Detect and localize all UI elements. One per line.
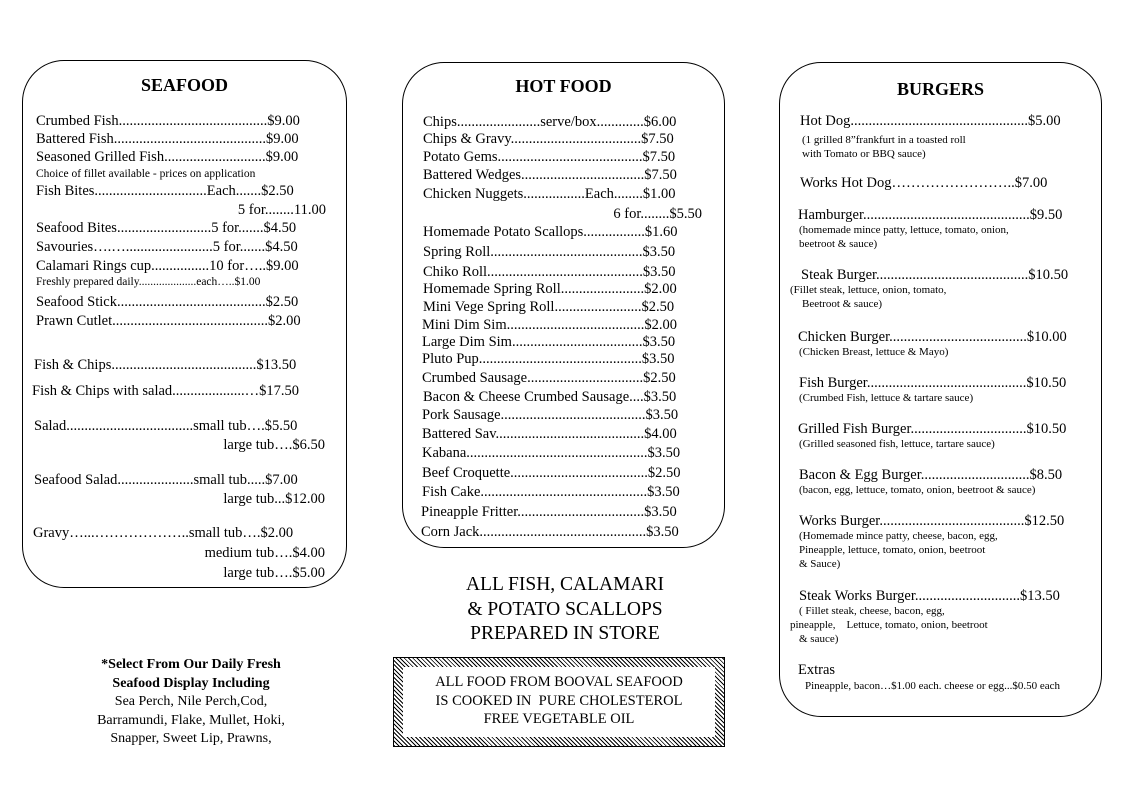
- menu-item-description: with Tomato or BBQ sauce): [802, 148, 926, 160]
- menu-item-description: Beetroot & sauce): [802, 298, 883, 310]
- menu-item-description: (Fillet steak, lettuce, onion, tomato,: [790, 284, 947, 296]
- menu-item: Bacon & Egg Burger..............................$8.50: [799, 467, 1063, 483]
- menu-item: Corn Jack..............................................$3.50: [421, 524, 679, 540]
- menu-item: Steak Burger..........................................$10.50: [801, 267, 1069, 283]
- oil-notice-line: ALL FOOD FROM BOOVAL SEAFOOD: [435, 674, 683, 690]
- menu-item: Seafood Stick.........................................$2.50: [36, 294, 299, 310]
- menu-item-description: (Chicken Breast, lettuce & Mayo): [799, 346, 949, 358]
- menu-item: Kabana..................................................$3.50: [422, 445, 681, 461]
- menu-item-description: ( Fillet steak, cheese, bacon, egg,: [799, 605, 945, 617]
- menu-item: Fish Cake..............................................$3.50: [422, 484, 680, 500]
- menu-item: Prawn Cutlet...........................................$2.00: [36, 313, 301, 329]
- menu-item: Crumbed Fish.........................................$9.00: [36, 113, 300, 129]
- oil-notice-content: [403, 667, 715, 737]
- menu-item: Seasoned Grilled Fish............................$9.00: [36, 149, 299, 165]
- menu-item: Beef Croquette......................................$2.50: [422, 465, 681, 481]
- oil-notice-line: IS COOKED IN PURE CHOLESTEROL: [435, 692, 683, 709]
- menu-item: Savouries….…........................5 for.......$4.50: [36, 239, 298, 255]
- menu-item: Chips.......................serve/box.............$6.00: [423, 114, 677, 130]
- hotfood-panel: [402, 62, 725, 548]
- menu-item: Seafood Bites..........................5 for.......$4.50: [36, 220, 297, 236]
- menu-item: Grilled Fish Burger................................$10.50: [798, 421, 1067, 437]
- menu-item: Fish Bites...............................Each.......$2.50: [36, 183, 294, 199]
- extras-description: Pineapple, bacon…$1.00 each. cheese or egg...$0.50 each: [805, 680, 1061, 692]
- menu-item: Salad...................................small tub….$5.50: [34, 418, 298, 434]
- menu-item: Fish & Chips........................................$13.50: [34, 357, 297, 373]
- seafood-title: SEAFOOD: [140, 75, 228, 95]
- menu-item: Battered Fish..........................................$9.00: [36, 131, 299, 147]
- menu-item: Chiko Roll...........................................$3.50: [423, 264, 676, 280]
- menu-item: Calamari Rings cup................10 for…..$9.00: [36, 258, 299, 274]
- menu-item-description: (homemade mince patty, lettuce, tomato, onion,: [799, 224, 1009, 236]
- menu-item: Fish & Chips with salad....................…$17.50: [32, 383, 300, 399]
- fish-list: Snapper, Sweet Lip, Prawns,: [110, 731, 272, 746]
- menu-item: 6 for........$5.50: [613, 206, 702, 222]
- prepared-in-store: [400, 573, 730, 647]
- menu-note: Choice of fillet available - prices on application: [36, 168, 256, 180]
- daily-fresh-heading: Seafood Display Including: [112, 675, 270, 691]
- menu-item: Potato Gems........................................$7.50: [423, 149, 676, 165]
- menu-item: Large Dim Sim....................................$3.50: [422, 334, 676, 350]
- menu-item: Chicken Nuggets.................Each........$1.00: [423, 186, 676, 202]
- menu-item: Bacon & Cheese Crumbed Sausage....$3.50: [423, 389, 677, 405]
- menu-item: large tub...$12.00: [223, 491, 325, 507]
- menu-item: Battered Wedges..................................$7.50: [423, 167, 677, 183]
- menu-item: Works Burger........................................$12.50: [799, 513, 1065, 529]
- menu-item: Steak Works Burger.............................$13.50: [799, 588, 1060, 604]
- oil-notice-box: [393, 657, 725, 747]
- menu-item: Freshly prepared daily....................each…..$1.00: [36, 276, 261, 288]
- extras-heading: Extras: [798, 662, 836, 678]
- prepared-line: & POTATO SCALLOPS: [467, 598, 663, 620]
- menu-item: Fish Burger............................................$10.50: [799, 375, 1067, 391]
- menu-item: Gravy…...………………..small tub….$2.00: [33, 525, 294, 541]
- prepared-line: ALL FISH, CALAMARI: [465, 574, 665, 595]
- menu-item: large tub….$6.50: [223, 437, 325, 453]
- menu-item-description: & Sauce): [799, 558, 841, 570]
- menu-item: Chicken Burger......................................$10.00: [798, 329, 1067, 345]
- menu-item: Battered Sav.........................................$4.00: [422, 426, 677, 442]
- prepared-line: PREPARED IN STORE: [470, 623, 660, 644]
- menu-item-description: pineapple, Lettuce, tomato, onion, beetroot: [790, 619, 988, 631]
- menu-item: Pork Sausage........................................$3.50: [422, 407, 679, 423]
- burgers-title: BURGERS: [896, 79, 985, 99]
- fish-list: Barramundi, Flake, Mullet, Hoki,: [97, 712, 285, 728]
- oil-notice-line: FREE VEGETABLE OIL: [483, 711, 635, 727]
- menu-item-description: Pineapple, lettuce, tomato, onion, beetroot: [799, 544, 986, 556]
- menu-item-description: (bacon, egg, lettuce, tomato, onion, beetroot & sauce): [799, 484, 1036, 496]
- menu-item: Crumbed Sausage................................$2.50: [422, 370, 676, 386]
- fish-list: Sea Perch, Nile Perch,Cod,: [114, 694, 268, 709]
- menu-item: large tub….$5.00: [223, 565, 325, 581]
- menu-item: Hot Dog.................................................$5.00: [800, 113, 1061, 129]
- menu-item: medium tub….$4.00: [204, 545, 325, 561]
- menu-item: Mini Dim Sim......................................$2.00: [422, 317, 677, 333]
- seafood-panel: [22, 60, 347, 588]
- burgers-panel: [779, 62, 1102, 717]
- menu-item: Homemade Spring Roll.......................$2.00: [423, 281, 677, 297]
- menu-item: Pluto Pup.............................................$3.50: [422, 351, 675, 367]
- menu-item: Works Hot Dog……………………..$7.00: [800, 175, 1048, 191]
- menu-item: Chips & Gravy....................................$7.50: [423, 131, 674, 147]
- menu-item: Hamburger..............................................$9.50: [798, 207, 1063, 223]
- hotfood-title: HOT FOOD: [515, 76, 612, 96]
- menu-item-description: (Grilled seasoned fish, lettuce, tartare sauce): [799, 438, 995, 450]
- menu-item-description: beetroot & sauce): [799, 238, 878, 250]
- menu-item-description: (1 grilled 8”frankfurt in a toasted roll: [802, 134, 966, 146]
- menu-item: Homemade Potato Scallops.................$1.60: [423, 224, 678, 240]
- menu-item: 5 for........11.00: [237, 202, 326, 218]
- menu-item-description: (Crumbed Fish, lettuce & tartare sauce): [799, 392, 974, 404]
- menu-item-description: (Homemade mince patty, cheese, bacon, egg,: [799, 530, 998, 542]
- menu-item-description: & sauce): [799, 633, 839, 645]
- menu-item: Mini Vege Spring Roll........................$2.50: [423, 299, 675, 315]
- daily-fresh-note: [60, 656, 322, 749]
- menu-item: Spring Roll..........................................$3.50: [423, 244, 676, 260]
- daily-fresh-heading: *Select From Our Daily Fresh: [101, 657, 281, 672]
- menu-item: Pineapple Fritter...................................$3.50: [421, 504, 677, 520]
- menu-item: Seafood Salad.....................small tub.....$7.00: [34, 472, 298, 488]
